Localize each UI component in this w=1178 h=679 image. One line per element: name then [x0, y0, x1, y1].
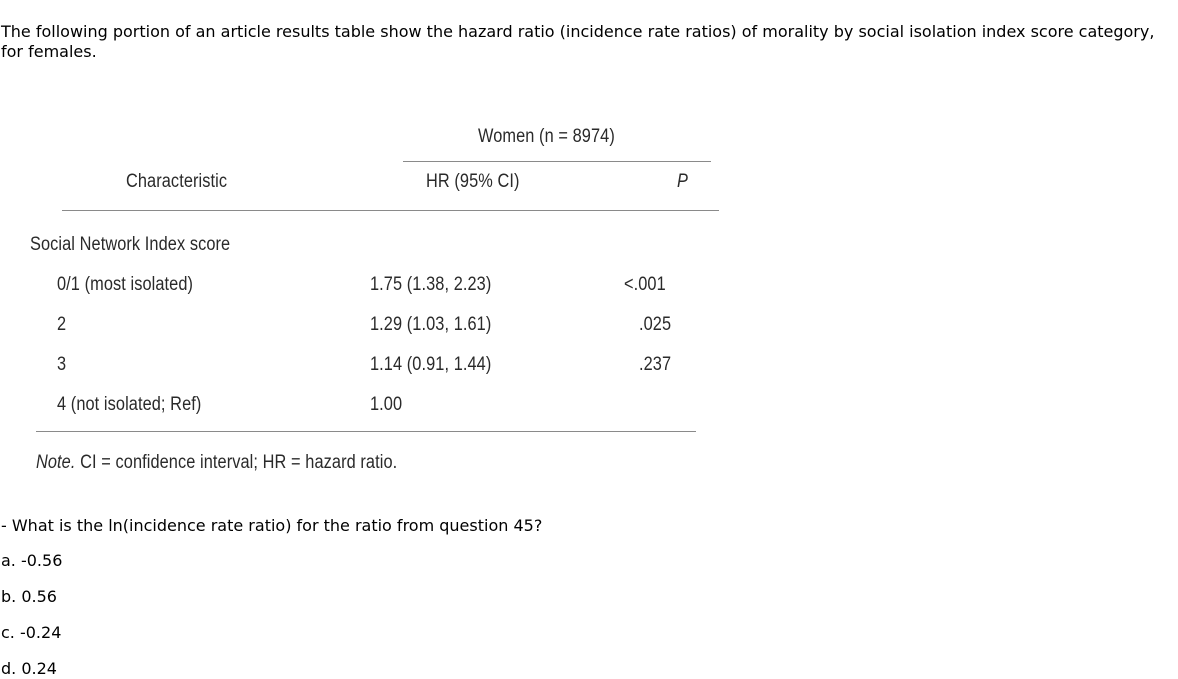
- row-hr: 1.29 (1.03, 1.61): [370, 314, 492, 335]
- note-prefix: Note.: [36, 452, 76, 473]
- row-label: 4 (not isolated; Ref): [57, 394, 202, 415]
- column-header-hr: HR (95% CI): [426, 171, 520, 192]
- row-label: 3: [57, 354, 67, 375]
- header-bottom-rule: [62, 210, 719, 211]
- row-p: <.001: [624, 274, 666, 295]
- question-text: - What is the ln(incidence rate ratio) for the ratio from question 45?: [1, 516, 543, 535]
- group-header-rule: [403, 161, 711, 162]
- section-label: Social Network Index score: [30, 234, 231, 255]
- row-hr: 1.14 (0.91, 1.44): [370, 354, 492, 375]
- row-p: .025: [639, 314, 672, 335]
- table-bottom-rule: [36, 431, 696, 432]
- group-header-women: Women (n = 8974): [478, 126, 615, 147]
- column-header-characteristic: Characteristic: [126, 171, 228, 192]
- row-p: .237: [639, 354, 672, 375]
- option-b[interactable]: b. 0.56: [1, 587, 57, 606]
- option-a[interactable]: a. -0.56: [1, 551, 63, 570]
- row-hr: 1.75 (1.38, 2.23): [370, 274, 492, 295]
- row-label: 2: [57, 314, 67, 335]
- intro-paragraph: The following portion of an article results table show the hazard ratio (incidence rate ratios) of morality by social isolation index score category, for females.: [1, 22, 1155, 61]
- option-d[interactable]: d. 0.24: [1, 659, 57, 678]
- option-c[interactable]: c. -0.24: [1, 623, 62, 642]
- row-label: 0/1 (most isolated): [57, 274, 194, 295]
- results-table-figure: [0, 120, 730, 490]
- table-note: [36, 452, 397, 474]
- row-hr: 1.00: [370, 394, 403, 415]
- note-text: CI = confidence interval; HR = hazard ratio.: [75, 452, 398, 473]
- column-header-p: P: [677, 171, 688, 192]
